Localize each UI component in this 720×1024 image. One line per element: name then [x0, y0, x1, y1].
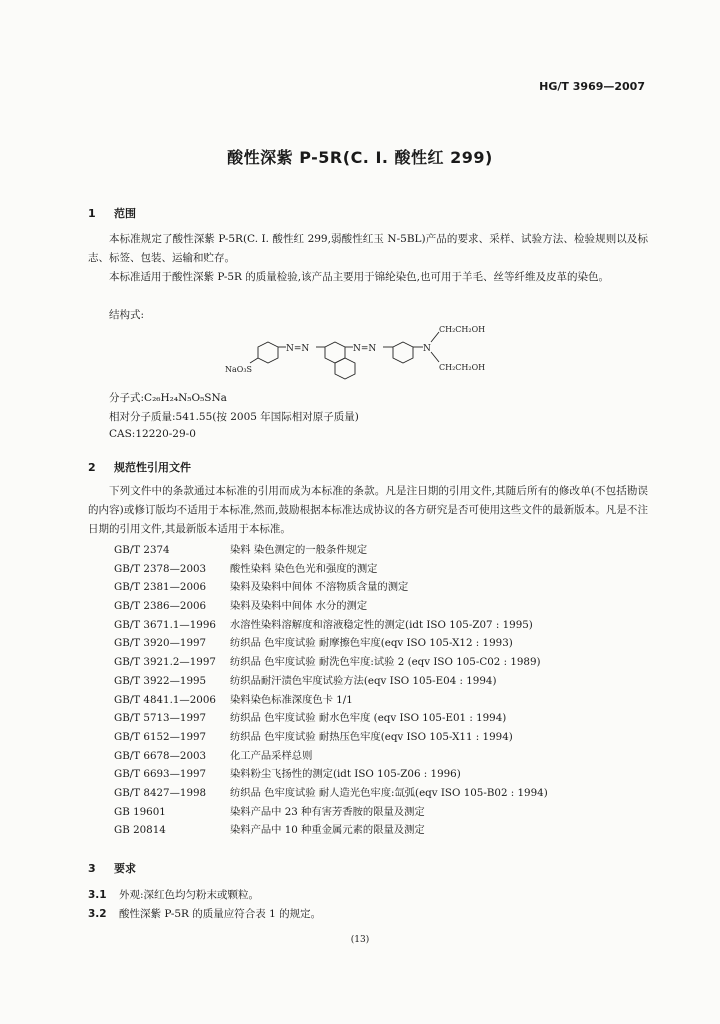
- reference-title: 染料染色标准深度色卡 1/1: [230, 693, 353, 706]
- reference-item: [114, 672, 548, 691]
- reference-code: GB/T 3920—1997: [114, 637, 207, 650]
- clause-3-2: [88, 906, 321, 921]
- reference-item: [114, 709, 548, 728]
- benzene-ring-right: [393, 342, 413, 363]
- reference-code: GB/T 2378—2003: [114, 562, 207, 575]
- reference-code: GB/T 5713—1997: [114, 712, 207, 725]
- reference-title: 纺织品 色牢度试验 耐热压色牢度(eqv ISO 105-X11 : 1994): [230, 730, 513, 743]
- reference-code: GB/T 4841.1—2006: [114, 693, 216, 706]
- reference-code: GB/T 2374: [114, 544, 170, 556]
- reference-title: 纺织品 色牢度试验 耐人造光色牢度:氙弧(eqv ISO 105-B02 : 1994): [230, 786, 548, 799]
- clause-text: 外观:深红色均匀粉末或颗粒。: [119, 889, 260, 901]
- reference-code: GB/T 2381—2006: [114, 581, 207, 594]
- hydroxyethyl-bottom: CH₂CH₂OH: [439, 363, 486, 372]
- references-intro: 下列文件中的条款通过本标准的引用而成为本标准的条款。凡是注日期的引用文件,其随后所有的修改单(不包括勘误的内容)或修订版均不适用于本标准,然而,鼓励根据本标准达成协议的各方研究是否可使用这些文件的最新版本。凡是不注日期的引用文件,其最新版本适用于本标准。: [88, 485, 648, 535]
- reference-code: GB/T 8427—1998: [114, 786, 207, 799]
- reference-item: [114, 784, 548, 803]
- reference-code: GB/T 6152—1997: [114, 730, 207, 743]
- reference-item: [114, 578, 548, 597]
- reference-title: 染料产品中 23 种有害芳香胺的限量及测定: [230, 805, 425, 818]
- azo-group-2: N=N: [353, 344, 377, 354]
- reference-title: 纺织品 色牢度试验 耐水色牢度 (eqv ISO 105-E01 : 1994): [230, 712, 507, 725]
- reference-item: [114, 691, 548, 710]
- reference-item: [114, 803, 548, 822]
- amine-nitrogen: N: [423, 344, 431, 354]
- reference-code: GB 20814: [114, 824, 166, 837]
- scope-paragraph-1: 本标准规定了酸性深紫 P-5R(C. I. 酸性红 299,弱酸性红玉 N-5BL)产品的要求、采样、试验方法、检验规则以及标志、标签、包装、运输和贮存。: [88, 233, 648, 264]
- section-3-heading: [88, 860, 136, 876]
- reference-item: [114, 616, 548, 635]
- clause-text: 酸性深紫 P-5R 的质量应符合表 1 的规定。: [119, 908, 322, 920]
- reference-title: 纺织品耐汗渍色牢度试验方法(eqv ISO 105-E04 : 1994): [230, 674, 497, 687]
- reference-code: GB/T 6693—1997: [114, 768, 207, 781]
- arm-bond-bottom: [431, 352, 439, 362]
- structure-label: 结构式:: [109, 309, 145, 321]
- reference-title: 纺织品 色牢度试验 耐摩擦色牢度(eqv ISO 105-X12 : 1993): [230, 637, 513, 650]
- section-2-heading: [88, 459, 191, 475]
- reference-title: 酸性染料 染色色光和强度的测定: [230, 562, 378, 575]
- scope-paragraph-2: 本标准适用于酸性深紫 P-5R 的质量检验,该产品主要用于锦纶染色,也可用于羊毛、丝等纤维及皮革的染色。: [109, 271, 609, 283]
- hydroxyethyl-top: CH₂CH₂OH: [439, 325, 486, 334]
- clause-number: 3.2: [88, 908, 107, 920]
- reference-code: GB/T 3922—1995: [114, 674, 207, 687]
- reference-item: [114, 728, 548, 747]
- reference-item: [114, 634, 548, 653]
- reference-title: 纺织品 色牢度试验 耐洗色牢度:试验 2 (eqv ISO 105-C02 : 1989): [230, 656, 541, 669]
- section-1-heading: [88, 205, 136, 221]
- reference-title: 水溶性染料溶解度和溶液稳定性的测定(idt ISO 105-Z07 : 1995): [230, 618, 533, 631]
- reference-code: GB 19601: [114, 805, 166, 818]
- section-title: 范围: [114, 207, 136, 220]
- section-number: 2: [88, 461, 96, 474]
- reference-item: [114, 560, 548, 579]
- section-number: 1: [88, 207, 96, 220]
- clause-3-1: [88, 887, 259, 902]
- arm-bond-top: [431, 332, 439, 342]
- reference-code: GB/T 3921.2—1997: [114, 656, 216, 669]
- reference-item: [114, 747, 548, 766]
- sulfonate-group: NaO₃S: [225, 365, 253, 374]
- reference-title: 染料 染色测定的一般条件规定: [230, 544, 368, 556]
- reference-code: GB/T 3671.1—1996: [114, 618, 216, 631]
- structural-formula: [225, 318, 525, 386]
- reference-code: GB/T 6678—2003: [114, 749, 207, 762]
- clause-number: 3.1: [88, 889, 107, 901]
- reference-item: [114, 597, 548, 616]
- section-title: 要求: [114, 862, 136, 875]
- reference-code: GB/T 2386—2006: [114, 600, 207, 613]
- reference-item: [114, 653, 548, 672]
- reference-title: 化工产品采样总则: [230, 749, 313, 762]
- reference-title: 染料及染料中间体 不溶物质含量的测定: [230, 581, 409, 594]
- reference-title: 染料粉尘飞扬性的测定(idt ISO 105-Z06 : 1996): [230, 768, 461, 781]
- document-title: 酸性深紫 P-5R(C. I. 酸性红 299): [227, 148, 493, 167]
- reference-list: [114, 541, 548, 840]
- reference-title: 染料及染料中间体 水分的测定: [230, 600, 368, 613]
- reference-title: 染料产品中 10 种重金属元素的限量及测定: [230, 824, 425, 837]
- benzene-ring-left: [258, 342, 278, 363]
- reference-item: [114, 821, 548, 840]
- sulfonate-bond: [250, 358, 258, 363]
- section-number: 3: [88, 862, 96, 875]
- reference-item: [114, 765, 548, 784]
- page-number: (13): [350, 935, 370, 945]
- molecular-formula: 分子式:C₂₆H₂₄N₅O₅SNa: [109, 392, 227, 404]
- molecular-weight: 相对分子质量:541.55(按 2005 年国际相对原子质量): [109, 411, 359, 423]
- naphthalene-ring-b: [335, 358, 355, 379]
- azo-group-1: N=N: [286, 344, 310, 354]
- section-title: 规范性引用文件: [114, 461, 191, 474]
- cas-number: CAS:12220-29-0: [109, 428, 196, 440]
- reference-item: [114, 541, 548, 560]
- standard-number: HG/T 3969—2007: [539, 80, 645, 93]
